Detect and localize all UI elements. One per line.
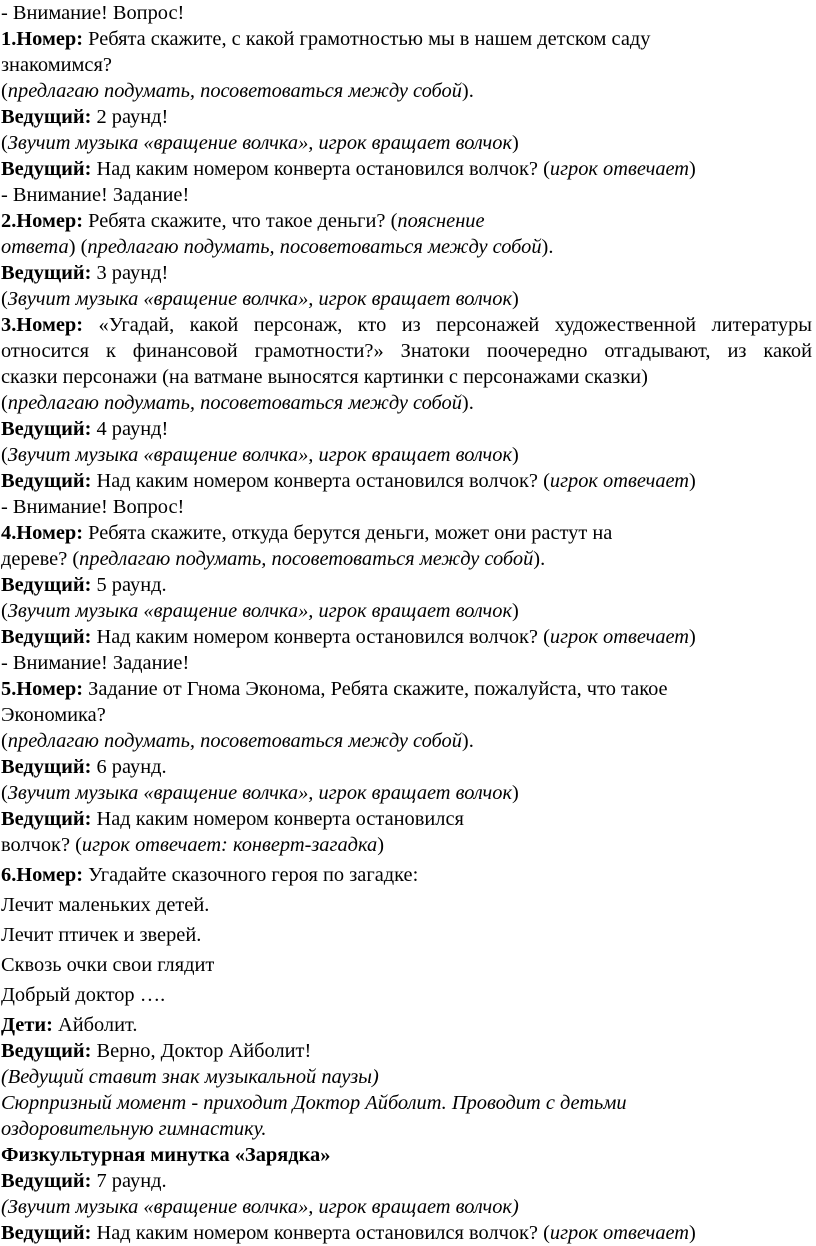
text-run: ) (	[68, 236, 88, 258]
bold-label: Ведущий:	[1, 574, 92, 596]
bold-label: Ведущий:	[1, 106, 92, 128]
text-run: дереве? (	[1, 548, 80, 570]
bold-label: Ведущий:	[1, 470, 92, 492]
bold-label: Ведущий:	[1, 158, 92, 180]
text-run: (	[1, 730, 8, 752]
text-line	[1, 26, 812, 52]
text-line	[1, 702, 812, 728]
text-line	[1, 780, 812, 806]
text-run: сказки персонажи (на ватмане выносятся картинки с персонажами сказки)	[1, 366, 648, 388]
text-run: (	[1, 132, 8, 154]
italic-note: Звучит музыка «вращение волчка», игрок вращает волчок	[7, 288, 512, 310]
text-line	[1, 892, 812, 918]
text-run: Над каким номером конверта остановился	[91, 808, 464, 830]
bold-label: 1.Номер:	[1, 28, 84, 50]
text-line	[1, 182, 812, 208]
text-run: )	[689, 626, 696, 648]
italic-note: Звучит музыка «вращение волчка», игрок вращает волчок	[7, 132, 512, 154]
text-run: )	[511, 782, 519, 804]
text-line	[1, 1012, 812, 1038]
text-run: )	[689, 470, 696, 492]
italic-note: игрок отвечает	[549, 158, 690, 180]
text-run: Ребята скажите, что такое деньги? (	[83, 210, 398, 232]
italic-note: (Ведущий ставит знак музыкальной паузы)	[1, 1066, 379, 1088]
text-run: волчок? (	[1, 834, 82, 856]
bold-label: Ведущий:	[1, 626, 92, 648]
italic-note: игрок отвечает	[549, 1222, 690, 1244]
text-run: Задание от Гнома Эконома, Ребята скажите, пожалуйста, что такое	[83, 678, 668, 700]
bold-label: 4.Номер:	[1, 522, 84, 544]
italic-note: Звучит музыка «вращение волчка», игрок вращает волчок	[7, 444, 512, 466]
text-run: Над каким номером конверта остановился волчок? (	[91, 470, 550, 492]
text-line	[1, 52, 812, 78]
text-line	[1, 1142, 812, 1168]
text-run: ).	[533, 548, 546, 570]
text-run: ).	[461, 80, 474, 102]
text-line	[1, 728, 812, 754]
italic-note: ответа	[1, 236, 69, 258]
text-run: 5 раунд.	[91, 574, 167, 596]
text-run: ).	[461, 730, 474, 752]
italic-note: игрок отвечает: конверт-загадка	[81, 834, 378, 856]
text-line	[1, 208, 812, 234]
bold-label: Ведущий:	[1, 418, 92, 440]
text-run: (	[1, 444, 8, 466]
text-line	[1, 156, 812, 182]
text-run: Ребята скажите, с какой грамотностью мы в нашем детском саду	[83, 28, 651, 50]
bold-label: 6.Номер:	[1, 864, 84, 886]
italic-note: предлагаю подумать, посоветоваться между собой	[7, 80, 462, 102]
text-line	[1, 312, 812, 338]
text-line	[1, 1038, 812, 1064]
text-run: )	[377, 834, 384, 856]
text-line	[1, 1168, 812, 1194]
text-line	[1, 130, 812, 156]
text-line	[1, 494, 812, 520]
italic-note: предлагаю подумать, посоветоваться между собой	[7, 392, 462, 414]
text-line	[1, 1194, 812, 1220]
text-line	[1, 1064, 812, 1090]
text-line	[1, 676, 812, 702]
text-line	[1, 598, 812, 624]
text-line	[1, 520, 812, 546]
text-run: Угадайте сказочного героя по загадке:	[83, 864, 419, 886]
italic-note: предлагаю подумать, посоветоваться между собой	[79, 548, 534, 570]
italic-note: игрок отвечает	[549, 626, 690, 648]
bold-label: Ведущий:	[1, 808, 92, 830]
text-run: - Внимание! Задание!	[1, 652, 190, 674]
text-line	[1, 832, 812, 858]
text-run: (	[1, 600, 8, 622]
bold-label: Ведущий:	[1, 756, 92, 778]
text-run: 2 раунд!	[91, 106, 169, 128]
text-run: (	[1, 80, 8, 102]
text-run: ).	[541, 236, 554, 258]
text-run: Над каким номером конверта остановился волчок? (	[91, 626, 550, 648]
italic-note: предлагаю подумать, посоветоваться между собой	[7, 730, 462, 752]
text-run: - Внимание! Вопрос!	[1, 2, 185, 24]
italic-note: предлагаю подумать, посоветоваться между собой	[87, 236, 542, 258]
text-run: относится к финансовой грамотности?» Знатоки поочередно отгадывают, из какой	[1, 340, 812, 362]
bold-label: Дети:	[1, 1014, 53, 1036]
text-line	[1, 922, 812, 948]
text-line	[1, 390, 812, 416]
text-line	[1, 754, 812, 780]
text-run: )	[689, 158, 696, 180]
bold-label: Ведущий:	[1, 1222, 92, 1244]
text-run: )	[511, 600, 519, 622]
text-run: Лечит маленьких детей.	[1, 894, 210, 916]
text-line	[1, 952, 812, 978]
text-line	[1, 1090, 812, 1116]
text-run: ).	[461, 392, 474, 414]
text-run: - Внимание! Вопрос!	[1, 496, 185, 518]
text-line	[1, 806, 812, 832]
text-line	[1, 546, 812, 572]
text-run: Лечит птичек и зверей.	[1, 924, 202, 946]
bold-label: 3.Номер:	[1, 314, 84, 336]
text-run: Добрый доктор ….	[1, 984, 166, 1006]
text-run: 6 раунд.	[91, 756, 167, 778]
text-run: «Угадай, какой персонаж, кто из персонажей художественной литературы	[83, 314, 812, 336]
italic-note: оздоровительную гимнастику.	[1, 1118, 267, 1140]
text-run: 3 раунд!	[91, 262, 169, 284]
text-line	[1, 624, 812, 650]
text-run: Над каким номером конверта остановился волчок? (	[91, 158, 550, 180]
text-run: (	[1, 288, 8, 310]
bold-label: Физкультурная минутка «Зарядка»	[1, 1144, 331, 1166]
bold-label: Ведущий:	[1, 262, 92, 284]
text-line	[1, 468, 812, 494]
bold-label: 2.Номер:	[1, 210, 84, 232]
italic-note: пояснение	[397, 210, 485, 232]
text-line	[1, 78, 812, 104]
text-line	[1, 234, 812, 260]
text-run: (	[1, 392, 8, 414]
text-line	[1, 286, 812, 312]
text-run: )	[511, 444, 519, 466]
text-run: 4 раунд!	[91, 418, 169, 440]
text-line	[1, 1116, 812, 1142]
text-line	[1, 104, 812, 130]
italic-note: Звучит музыка «вращение волчка», игрок вращает волчок	[7, 782, 512, 804]
italic-note: Сюрпризный момент - приходит Доктор Айболит. Проводит с детьми	[1, 1092, 627, 1114]
text-line	[1, 364, 812, 390]
text-line	[1, 650, 812, 676]
bold-label: Ведущий:	[1, 1170, 92, 1192]
text-line	[1, 416, 812, 442]
text-line	[1, 442, 812, 468]
italic-note: (Звучит музыка «вращение волчка», игрок вращает волчок)	[1, 1196, 519, 1218]
text-run: (	[1, 782, 8, 804]
italic-note: Звучит музыка «вращение волчка», игрок вращает волчок	[7, 600, 512, 622]
text-run: )	[511, 288, 519, 310]
text-line	[1, 0, 812, 26]
text-run: Над каким номером конверта остановился волчок? (	[91, 1222, 550, 1244]
text-run: Верно, Доктор Айболит!	[91, 1040, 312, 1062]
text-run: Айболит.	[52, 1014, 138, 1036]
bold-label: 5.Номер:	[1, 678, 84, 700]
text-run: знакомимся?	[1, 54, 112, 76]
bold-label: Ведущий:	[1, 1040, 92, 1062]
text-run: 7 раунд.	[91, 1170, 167, 1192]
text-run: - Внимание! Задание!	[1, 184, 190, 206]
text-line	[1, 572, 812, 598]
text-line	[1, 260, 812, 286]
text-run: )	[511, 132, 519, 154]
document-body	[1, 0, 812, 1246]
text-line	[1, 982, 812, 1008]
text-line	[1, 862, 812, 888]
text-line	[1, 1220, 812, 1246]
text-run: Сквозь очки свои глядит	[1, 954, 215, 976]
italic-note: игрок отвечает	[549, 470, 690, 492]
text-run: )	[689, 1222, 696, 1244]
text-line	[1, 338, 812, 364]
text-run: Ребята скажите, откуда берутся деньги, может они растут на	[83, 522, 613, 544]
text-run: Экономика?	[1, 704, 106, 726]
